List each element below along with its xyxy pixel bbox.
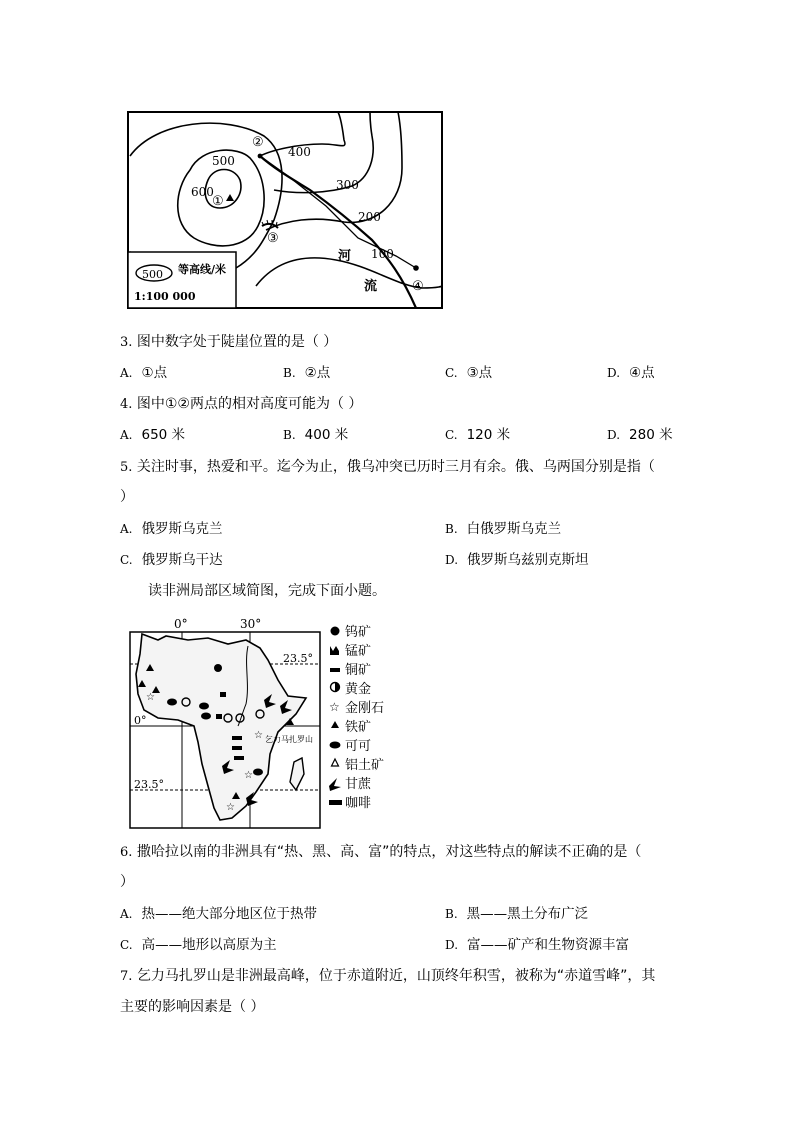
legend-coffee: 咖啡	[345, 796, 372, 811]
question-4-text: 图中①②两点的相对高度可能为（ ）	[136, 396, 363, 412]
question-6-stem-cont: ）	[120, 874, 134, 890]
map-scale: 1:100 000	[134, 290, 196, 303]
option-5c[interactable]	[120, 551, 223, 569]
lat-label-north: 23.5°	[283, 652, 313, 665]
summit-triangle-icon	[226, 194, 234, 201]
option-5d[interactable]	[445, 551, 589, 569]
question-6-text: 撒哈拉以南的非洲具有“热、黑、高、富”的特点，对这些特点的解读不正确的是（	[136, 844, 642, 860]
cocoa-icon	[253, 769, 263, 776]
option-3a[interactable]	[120, 364, 167, 382]
diamond-icon: ☆	[226, 802, 235, 813]
legend-cocoa: 可可	[345, 739, 372, 754]
legend-iron: 铁矿	[345, 720, 372, 735]
cocoa-icon	[201, 713, 211, 720]
cocoa-icon	[330, 742, 341, 749]
point-label-1: ①	[212, 194, 224, 209]
option-letter: D.	[445, 553, 459, 567]
option-text: ②点	[304, 365, 331, 381]
copper-icon	[234, 756, 244, 760]
point-4-dot	[413, 265, 419, 271]
sugarcane-icon	[329, 778, 341, 791]
iron-ore-icon	[331, 721, 339, 728]
copper-icon	[232, 746, 242, 750]
option-text: 热——绝大部分地区位于热带	[141, 906, 317, 922]
option-text: 俄罗斯乌克兰	[141, 521, 223, 537]
option-letter: A.	[120, 522, 133, 536]
copper-icon	[232, 736, 242, 740]
contour-label-300: 300	[336, 178, 359, 192]
question-7-stem	[120, 967, 655, 986]
africa-map	[128, 614, 400, 834]
question-3-number: 3.	[120, 335, 133, 350]
manganese-icon	[330, 646, 339, 655]
question-7-text: 乞力马扎罗山是非洲最高峰，位于赤道附近，山顶终年积雪，被称为“赤道雪峰”，其	[136, 968, 656, 984]
cocoa-icon	[167, 699, 177, 706]
legend-sugarcane: 甘蔗	[345, 777, 372, 792]
option-6a[interactable]	[120, 905, 317, 923]
question-4-stem	[120, 395, 362, 414]
option-3c[interactable]	[445, 364, 492, 382]
question-5-number: 5.	[120, 460, 133, 475]
option-text: 俄罗斯乌干达	[141, 552, 223, 568]
option-letter: C.	[120, 938, 133, 952]
option-letter: C.	[120, 553, 133, 567]
option-text: ③点	[466, 365, 493, 381]
option-text: 白俄罗斯乌克兰	[466, 521, 562, 537]
river-label-1: 河	[338, 249, 352, 264]
option-letter: C.	[445, 428, 458, 442]
option-letter: D.	[445, 938, 459, 952]
option-6b[interactable]	[445, 905, 588, 923]
option-text: 黑——黑土分布广泛	[466, 906, 589, 922]
option-letter: A.	[120, 428, 133, 442]
question-4-number: 4.	[120, 397, 133, 412]
tungsten-icon	[214, 664, 222, 672]
question-5-stem-cont: ）	[120, 489, 134, 505]
option-text: ①点	[141, 365, 168, 381]
kilimanjaro-label: 乞力马扎罗山	[265, 735, 313, 744]
contour-label-600: 600	[191, 185, 214, 199]
manganese-icon	[216, 714, 222, 719]
option-text: 400 米	[304, 427, 349, 443]
option-5b[interactable]	[445, 520, 561, 538]
option-4b[interactable]	[283, 426, 348, 444]
option-4c[interactable]	[445, 426, 510, 444]
cocoa-icon	[199, 703, 209, 710]
question-6-number: 6.	[120, 845, 133, 860]
option-text: 280 米	[629, 427, 673, 443]
option-letter: B.	[445, 522, 458, 536]
contour-line-200	[266, 112, 402, 230]
contour-label-200: 200	[358, 210, 381, 224]
copper-icon	[330, 668, 340, 672]
question-5-text: 关注时事，热爱和平。迄今为止，俄乌冲突已历时三月有余。俄、乌两国分别是指（	[136, 459, 655, 475]
legend-manganese: 锰矿	[345, 644, 372, 659]
option-text: 120 米	[466, 427, 511, 443]
option-letter: A.	[120, 907, 133, 921]
contour-label-100: 100	[371, 247, 394, 261]
manganese-icon	[220, 692, 226, 697]
option-letter: C.	[445, 366, 458, 380]
option-letter: D.	[607, 366, 621, 380]
contour-label-400: 400	[288, 145, 311, 159]
river-label-2: 流	[364, 279, 378, 294]
question-7-number: 7.	[120, 969, 133, 984]
legend-sample-label: 500	[142, 268, 163, 281]
contour-map	[126, 110, 446, 312]
lon-label-0: 0°	[174, 617, 188, 631]
diamond-icon: ☆	[146, 692, 155, 703]
legend-copper: 铜矿	[345, 663, 372, 678]
option-3b[interactable]	[283, 364, 330, 382]
option-4a[interactable]	[120, 426, 185, 444]
legend-tungsten: 钨矿	[345, 625, 372, 640]
option-letter: B.	[283, 428, 296, 442]
legend-text: 等高线/米	[178, 263, 227, 276]
option-letter: B.	[445, 907, 458, 921]
legend-gold: 黄金	[345, 682, 372, 697]
diamond-icon: ☆	[254, 730, 263, 741]
option-6d[interactable]	[445, 936, 629, 954]
option-3d[interactable]	[607, 364, 655, 382]
bauxite-icon	[332, 759, 339, 766]
legend-bauxite: 铝土矿	[345, 758, 385, 773]
option-text: 650 米	[141, 427, 186, 443]
point-label-4: ④	[412, 279, 424, 294]
option-letter: B.	[283, 366, 296, 380]
option-4d[interactable]	[607, 426, 673, 444]
point-label-3: ③	[267, 231, 279, 246]
option-letter: A.	[120, 366, 133, 380]
tungsten-icon	[331, 627, 340, 636]
question-3-text: 图中数字处于陡崖位置的是（ ）	[136, 334, 338, 350]
option-text: 俄罗斯乌兹别克斯坦	[467, 552, 589, 568]
option-text: 高——地形以高原为主	[141, 937, 277, 953]
question-6-stem	[120, 843, 641, 862]
question-5-stem	[120, 458, 655, 477]
legend-diamond: 金刚石	[345, 701, 385, 716]
lat-label-equator: 0°	[134, 714, 147, 727]
diamond-icon: ☆	[244, 770, 253, 781]
lat-label-south: 23.5°	[134, 778, 164, 791]
diamond-icon: ☆	[329, 700, 340, 714]
option-text: 富——矿产和生物资源丰富	[467, 937, 630, 953]
option-letter: D.	[607, 428, 621, 442]
lon-label-30: 30°	[240, 617, 262, 631]
coffee-icon	[329, 800, 342, 805]
option-6c[interactable]	[120, 936, 277, 954]
africa-intro: 读非洲局部区域简图，完成下面小题。	[148, 583, 386, 599]
point-label-2: ②	[252, 135, 264, 150]
contour-label-500: 500	[212, 154, 235, 168]
question-3-stem	[120, 333, 337, 352]
africa-legend	[329, 625, 384, 811]
option-5a[interactable]	[120, 520, 222, 538]
point-2-dot	[258, 154, 263, 159]
option-text: ④点	[629, 365, 655, 381]
question-7-stem-cont: 主要的影响因素是（ ）	[120, 999, 265, 1015]
